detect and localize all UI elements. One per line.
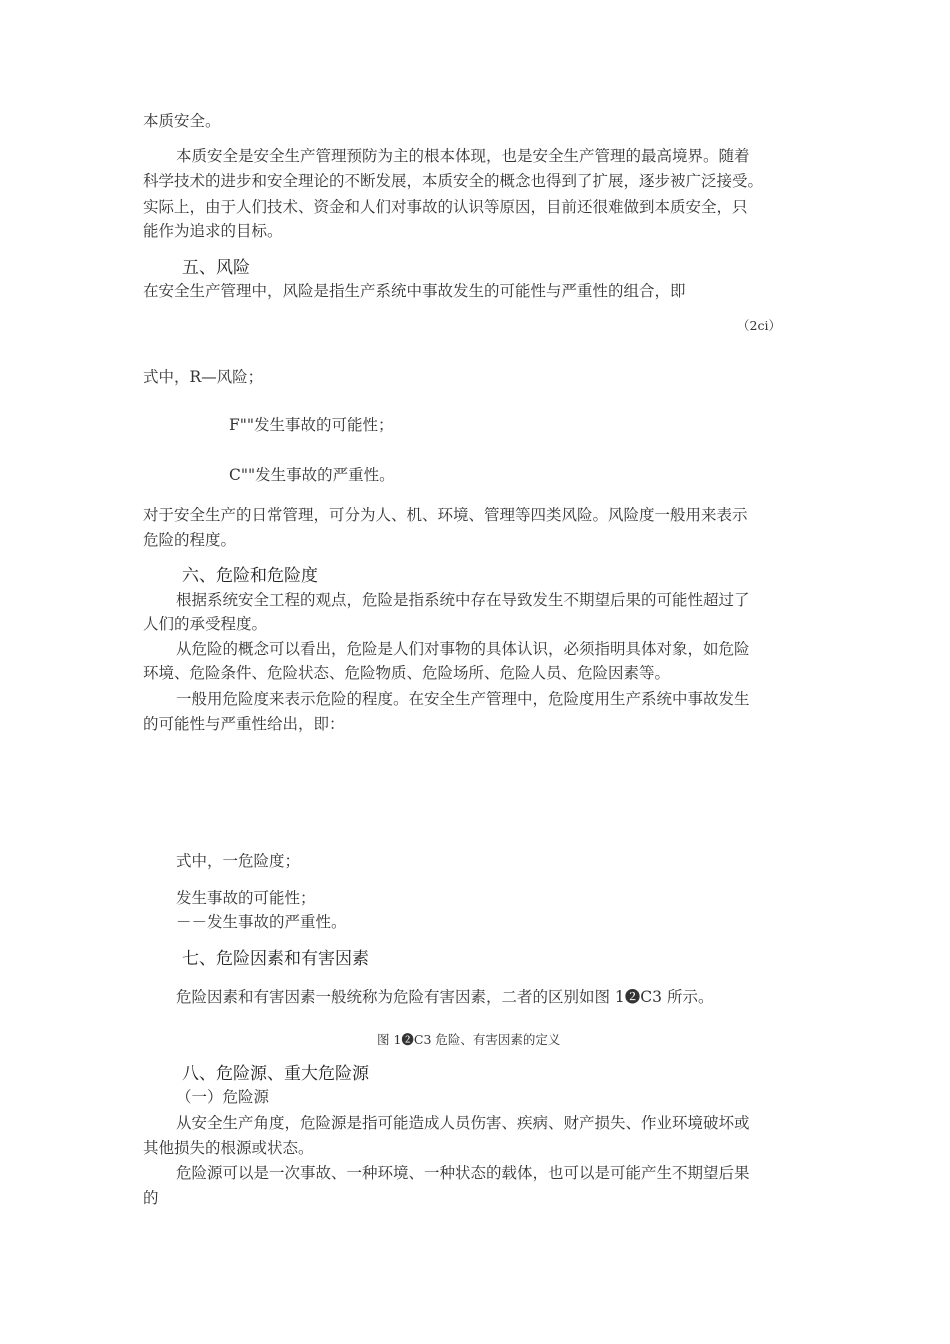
text-line: 式中，R—风险；: [143, 368, 264, 386]
figure-caption: 图 1❷C3 危险、有害因素的定义: [377, 1032, 561, 1047]
text-line: 危险因素和有害因素一般统称为危险有害因素，二者的区别如图 1❷C3 所示。: [176, 988, 714, 1006]
text-line: 在安全生产管理中，风险是指生产系统中事故发生的可能性与严重性的组合，即: [143, 282, 686, 300]
section-heading: 六、危险和危险度: [182, 566, 318, 586]
subsection-heading: （一）危险源: [176, 1088, 270, 1106]
text-line: F""发生事故的可能性；: [229, 416, 394, 434]
text-line: 的可能性与严重性给出，即：: [143, 715, 345, 733]
text-line: 对于安全生产的日常管理，可分为人、机、环境、管理等四类风险。风险度一般用来表示: [143, 506, 748, 524]
section-heading: 五、风险: [182, 258, 250, 278]
equation-number: （2ci）: [737, 318, 781, 333]
text-line: 根据系统安全工程的观点，危险是指系统中存在导致发生不期望后果的可能性超过了: [176, 591, 750, 609]
text-line: 危险源可以是一次事故、一种环境、一种状态的载体，也可以是可能产生不期望后果: [176, 1164, 750, 1182]
text-line: 能作为追求的目标。: [143, 222, 283, 240]
text-line: 本质安全。: [143, 112, 221, 130]
text-line: 发生事故的可能性；: [176, 889, 316, 907]
text-line: 人们的承受程度。: [143, 615, 268, 633]
text-line: C""发生事故的严重性。: [229, 466, 395, 484]
section-heading: 八、危险源、重大危险源: [182, 1064, 369, 1084]
text-line: －－发生事故的严重性。: [176, 913, 347, 931]
text-line: 从危险的概念可以看出，危险是人们对事物的具体认识，必须指明具体对象，如危险: [176, 640, 750, 658]
text-line: 危险的程度。: [143, 531, 237, 549]
text-line: 实际上，由于人们技术、资金和人们对事故的认识等原因，目前还很难做到本质安全，只: [143, 198, 748, 216]
section-heading: 七、危险因素和有害因素: [182, 949, 369, 969]
text-line: 本质安全是安全生产管理预防为主的根本体现，也是安全生产管理的最高境界。随着: [176, 147, 750, 165]
text-line: 其他损失的根源或状态。: [143, 1139, 314, 1157]
text-line: 式中，一危险度；: [176, 852, 301, 870]
text-line: 环境、危险条件、危险状态、危险物质、危险场所、危险人员、危险因素等。: [143, 664, 671, 682]
text-line: 的: [143, 1189, 159, 1207]
text-line: 一般用危险度来表示危险的程度。在安全生产管理中，危险度用生产系统中事故发生: [176, 690, 750, 708]
text-line: 科学技术的进步和安全理论的不断发展，本质安全的概念也得到了扩展，逐步被广泛接受。: [143, 172, 764, 190]
text-line: 从安全生产角度，危险源是指可能造成人员伤害、疾病、财产损失、作业环境破坏或: [176, 1114, 750, 1132]
